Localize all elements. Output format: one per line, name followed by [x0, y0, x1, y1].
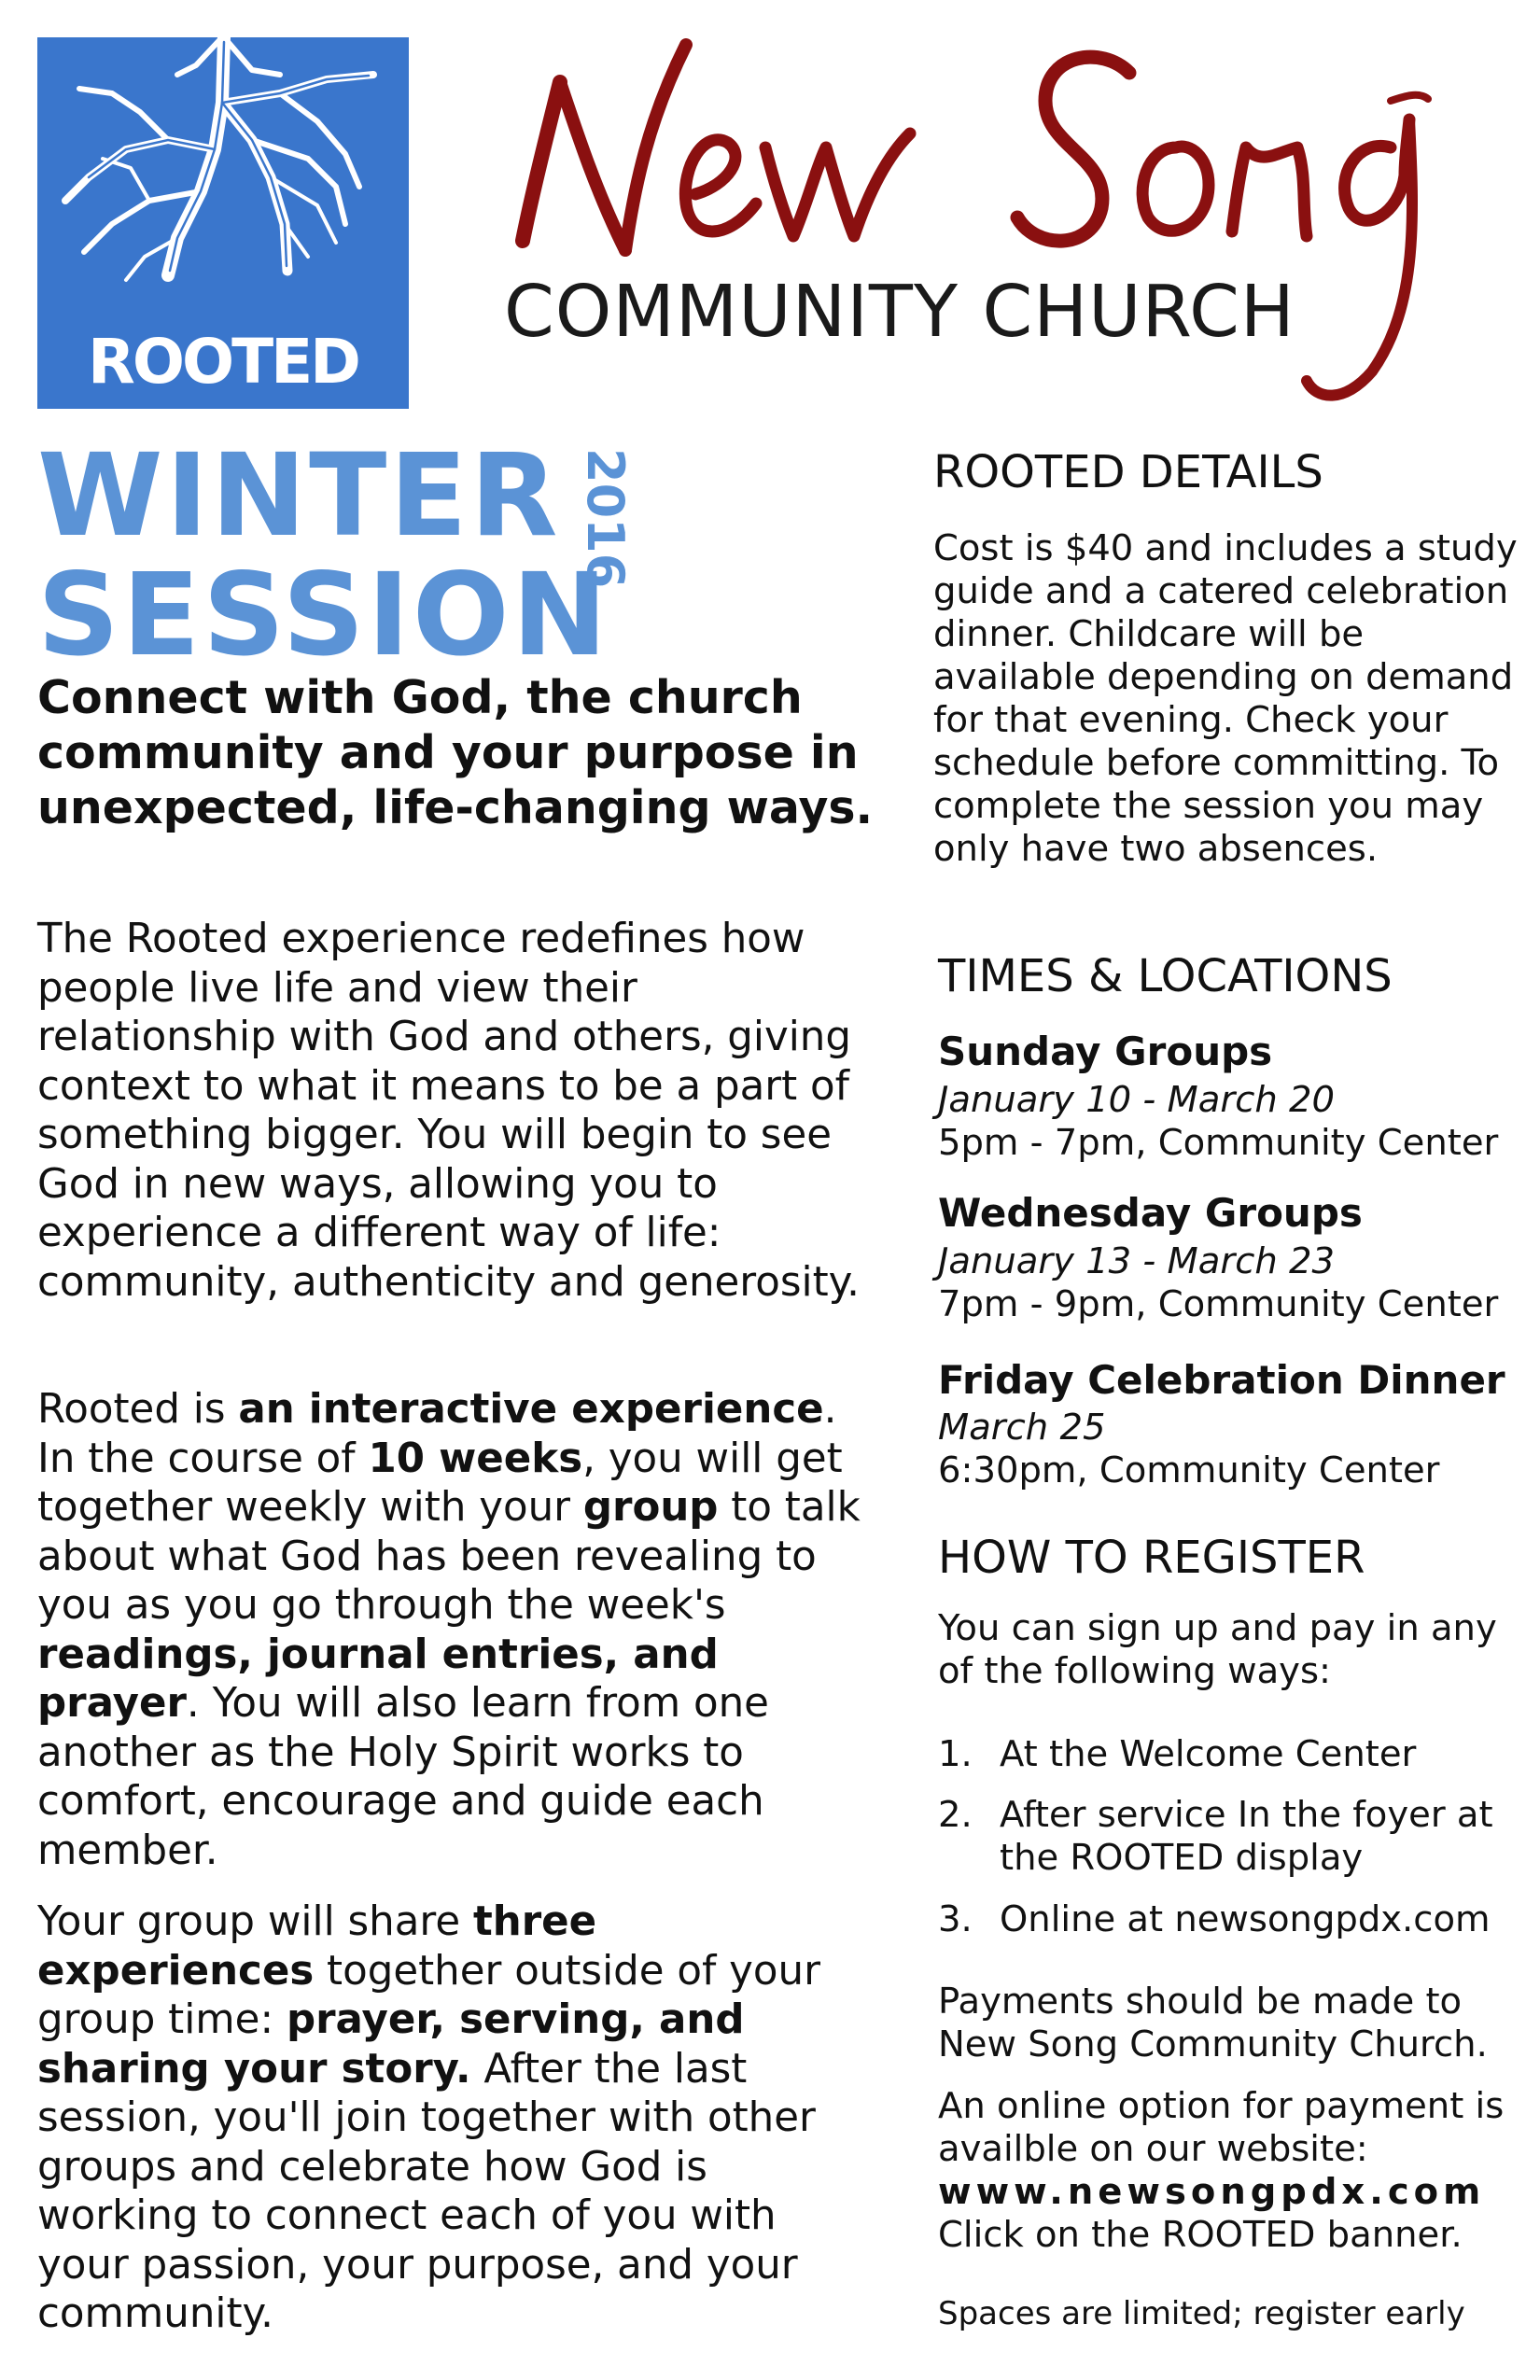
intro-paragraph-3: Your group will share three experiences together outside of your group time: prayer, serving, and sharing your story. After the last session, you'll join together with other groups and celebrate how God is working to connect each of you with your passion, your purpose, and your community. [37, 1898, 820, 2337]
website-link[interactable]: www.newsongpdx.com [938, 2171, 1486, 2213]
group-title-wednesday: Wednesday Groups [938, 1190, 1363, 1236]
group-detail-sunday: 5pm - 7pm, Community Center [938, 1122, 1499, 1164]
session-title [37, 429, 681, 681]
group-title-sunday: Sunday Groups [938, 1029, 1273, 1074]
list-number: 2. [938, 1794, 973, 1836]
brand-subtitle: COMMUNITY CHURCH [504, 271, 1295, 354]
intro-paragraph-2: Rooted is an interactive experience. In the course of 10 weeks, you will get together weekly with your group to talk about what God has been revealing to you as you go through the week's readings, journal entries, and prayer. You will also learn from one another as the Holy Spirit works to comfort, encourage and guide each member. [37, 1386, 861, 1874]
group-detail-friday: 6:30pm, Community Center [938, 1449, 1440, 1491]
logo-text: ROOTED [88, 326, 358, 398]
register-heading: HOW TO REGISTER [938, 1532, 1365, 1584]
group-dates-wednesday: January 13 - March 23 [938, 1240, 1335, 1282]
group-title-friday: Friday Celebration Dinner [938, 1357, 1505, 1403]
group-dates-sunday: January 10 - March 20 [938, 1079, 1335, 1121]
payments-note: Payments should be made to New Song Community Church. [938, 1981, 1488, 2065]
rooted-logo [37, 37, 409, 409]
intro-paragraph-1: The Rooted experience redefines how people live life and view their relationship with God and others, giving context to what it means to be a part of something bigger. You will begin to see God in new ways, allowing you to experience a different way of life: community, authenticity and generosity. [37, 916, 861, 1306]
title-winter: WINTER [37, 429, 561, 562]
list-text: At the Welcome Center [1000, 1733, 1417, 1775]
register-intro: You can sign up and pay in any of the following ways: [938, 1607, 1497, 1692]
details-text: Cost is $40 and includes a study guide and a catered celebration dinner. Childcare will be available depending on demand for that evening. Check your schedule before committing. To complete the session you may only have two absences. [933, 527, 1518, 870]
group-dates-friday: March 25 [938, 1407, 1106, 1449]
title-year: 2016 [576, 448, 635, 589]
spaces-limited-note: Spaces are limited; register early [938, 2295, 1465, 2332]
tagline: Connect with God, the church community and your purpose in unexpected, life-changing ways. [37, 671, 874, 834]
online-option: An online option for payment is availble on our website: www.newsongpdx.com Click on the ROOTED banner. [938, 2085, 1505, 2256]
list-number: 3. [938, 1898, 973, 1940]
list-text: Online at newsongpdx.com [1000, 1898, 1491, 1940]
title-session: SESSION [37, 549, 610, 681]
list-text: After service In the foyer at the ROOTED display [1000, 1794, 1493, 1879]
details-heading: ROOTED DETAILS [933, 446, 1323, 498]
group-detail-wednesday: 7pm - 9pm, Community Center [938, 1283, 1499, 1325]
times-heading: TIMES & LOCATIONS [938, 950, 1393, 1002]
list-number: 1. [938, 1733, 973, 1775]
